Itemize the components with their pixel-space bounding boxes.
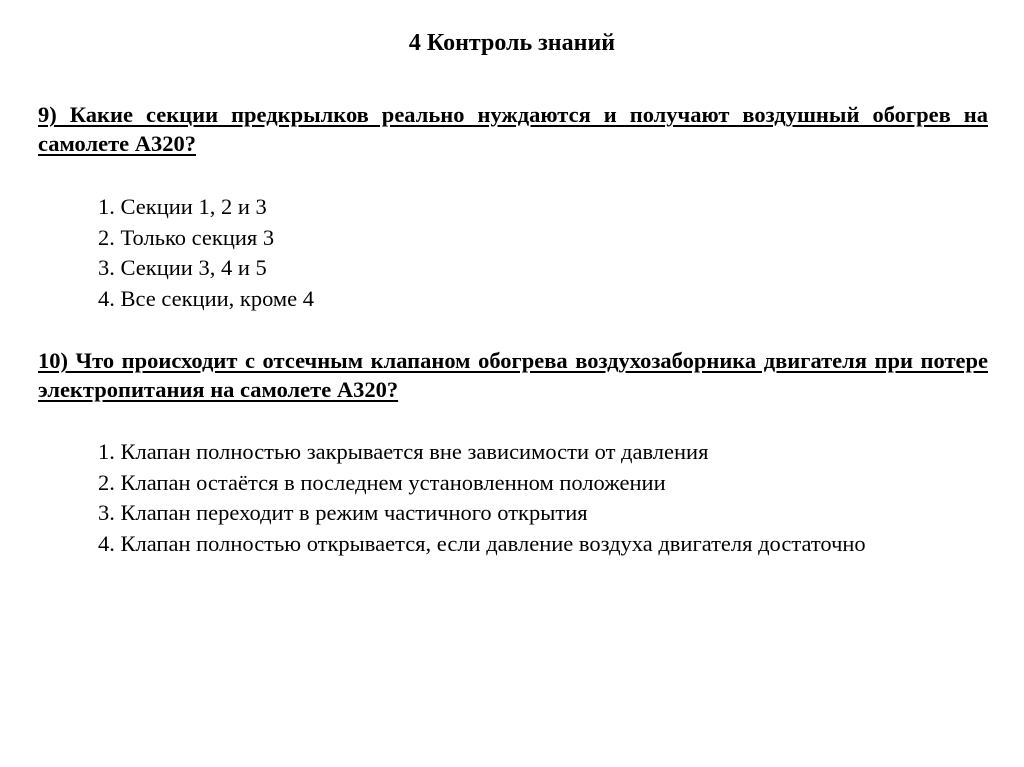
answer-list-9 <box>98 192 314 314</box>
question-9: 9) Какие секции предкрылков реально нуждаются и получают воздушный обогрев на самолете А320? <box>38 102 988 156</box>
answer-option: 4. Все секции, кроме 4 <box>98 285 315 311</box>
answer-option: 3. Клапан переходит в режим частичного открытия <box>98 500 588 525</box>
answer-option: 1. Клапан полностью закрывается вне зависимости от давления <box>98 439 709 464</box>
answer-option: 2. Клапан остаётся в последнем установленном положении <box>98 469 666 495</box>
answer-option: 2. Только секция 3 <box>98 224 275 250</box>
question-10: 10) Что происходит с отсечным клапаном обогрева воздухозаборника двигателя при потере электропитания на самолете А320? <box>38 348 988 402</box>
answer-option: 1. Секции 1, 2 и 3 <box>98 194 267 219</box>
page-title: 4 Контроль знаний <box>408 30 616 56</box>
answer-option: 4. Клапан полностью открывается, если давление воздуха двигателя достаточно <box>98 530 866 556</box>
answer-list-10 <box>98 437 866 559</box>
answer-option: 3. Секции 3, 4 и 5 <box>98 255 267 280</box>
